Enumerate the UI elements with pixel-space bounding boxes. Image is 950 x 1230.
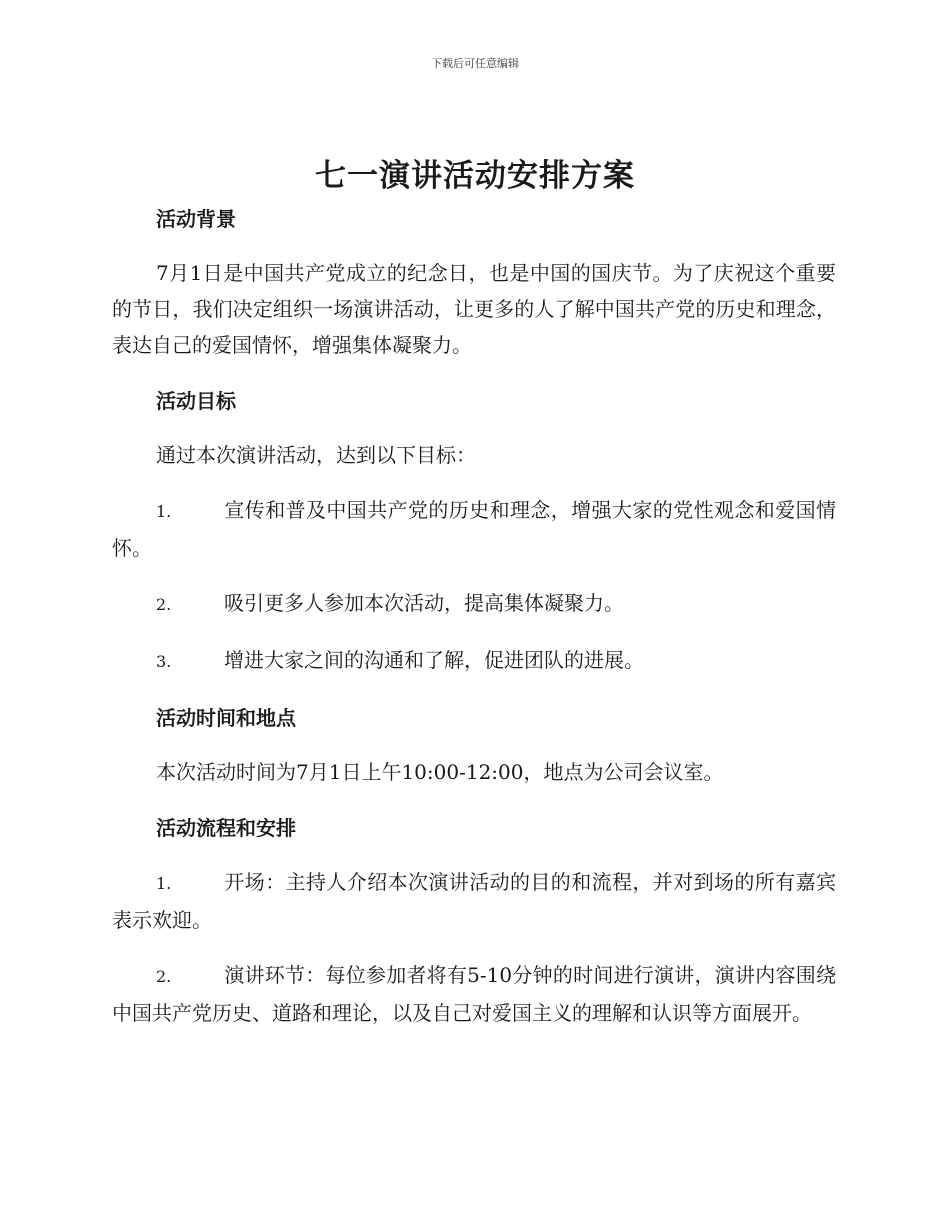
header-note: 下载后可任意编辑 — [431, 57, 519, 70]
section-heading-time-place: 活动时间和地点 — [156, 706, 296, 730]
goal-item-text: 吸引更多人参加本次活动，提高集体凝聚力。 — [224, 591, 624, 615]
process-item — [112, 957, 836, 1031]
goal-item-text: 宣传和普及中国共产党的历史和理念，增强大家的党性观念和爱国情怀。 — [112, 498, 836, 560]
goal-item — [112, 492, 836, 566]
process-item-text: 演讲环节：每位参加者将有5-10分钟的时间进行演讲，演讲内容围绕中国共产党历史、道路和理论，以及自己对爱国主义的理解和认识等方面展开。 — [112, 963, 836, 1025]
time-place-paragraph: 本次活动时间为7月1日上午10:00-12:00，地点为公司会议室。 — [156, 760, 724, 784]
goals-intro-paragraph: 通过本次演讲活动，达到以下目标： — [156, 443, 476, 467]
process-item-number: 2. — [156, 967, 172, 986]
goal-item-number: 2. — [156, 595, 172, 614]
section-heading-background: 活动背景 — [156, 207, 236, 231]
document-body — [112, 200, 836, 1050]
section-heading-process: 活动流程和安排 — [156, 816, 296, 840]
goal-item-number: 1. — [156, 502, 172, 521]
process-item-number: 1. — [156, 874, 172, 893]
process-item — [112, 864, 836, 938]
section-heading-goals: 活动目标 — [156, 389, 236, 413]
goal-item-text: 增进大家之间的沟通和了解，促进团队的进展。 — [224, 648, 644, 672]
goal-item-number: 3. — [156, 652, 172, 671]
page-title: 七一演讲活动安排方案 — [315, 158, 635, 194]
goal-item — [112, 585, 836, 623]
process-item-text: 开场：主持人介绍本次演讲活动的目的和流程，并对到场的所有嘉宾表示欢迎。 — [112, 870, 836, 932]
background-paragraph: 7月1日是中国共产党成立的纪念日，也是中国的国庆节。为了庆祝这个重要的节日，我们决定组织一场演讲活动，让更多的人了解中国共产党的历史和理念，表达自己的爱国情怀，增强集体凝聚力。 — [112, 261, 836, 357]
goal-item — [112, 642, 836, 680]
